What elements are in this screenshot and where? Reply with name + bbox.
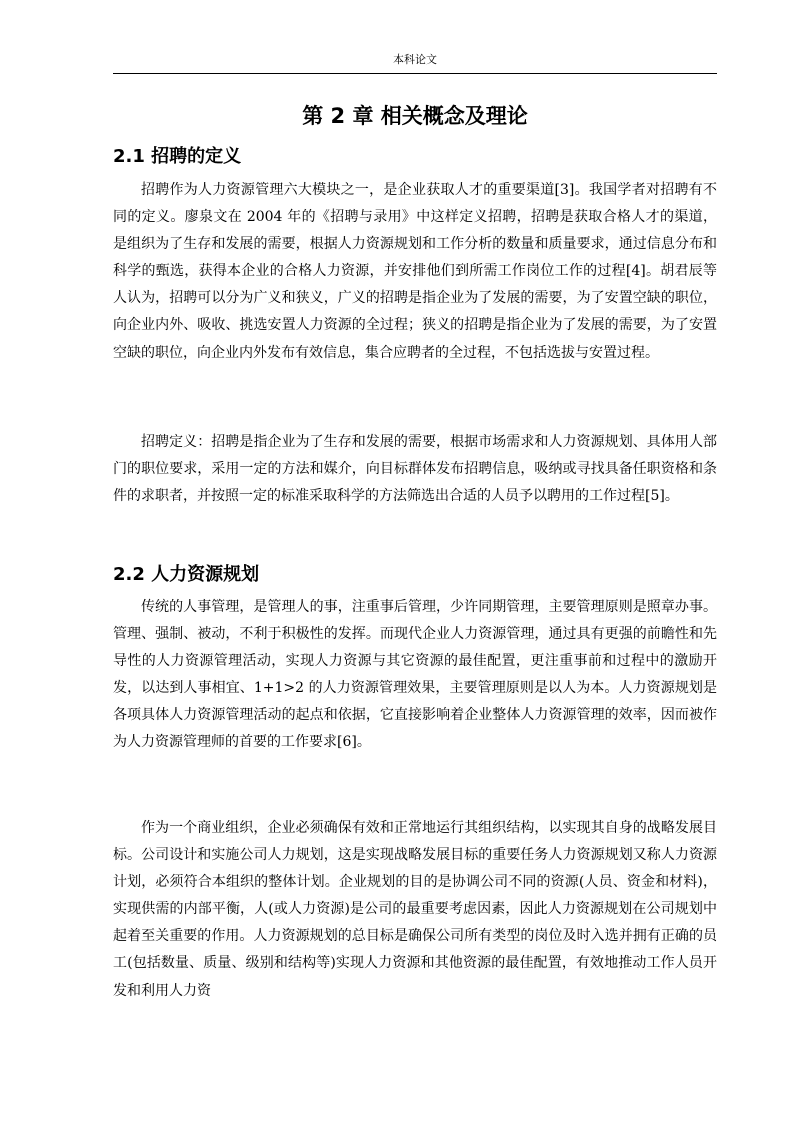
paragraph: 招聘作为人力资源管理六大模块之一，是企业获取人才的重要渠道[3]。我国学者对招聘有不同的定义。廖泉文在 2004 年的《招聘与录用》中这样定义招聘，招聘是获取合格人才的渠道，是组织为了生存和发展的需要，根据人力资源规划和工作分析的数量和质量要求，通过信息分布和科学的甄选，获得本企业的合格人力资源，并安排他们到所需工作岗位工作的过程[4]。胡君辰等人认为，招聘可以分为广义和狭义，广义的招聘是指企业为了发展的需要，为了安置空缺的职位，向企业内外、吸收、挑选安置人力资源的全过程；狭义的招聘是指企业为了发展的需要，为了安置空缺的职位，向企业内外发布有效信息，集合应聘者的全过程，不包括选拔与安置过程。 xyxy=(113,182,717,361)
paragraph: 招聘定义：招聘是指企业为了生存和发展的需要，根据市场需求和人力资源规划、具体用人部门的职位要求，采用一定的方法和媒介，向目标群体发布招聘信息，吸纳或寻找具备任职资格和条件的求职者，并按照一定的标准采取科学的方法筛选出合适的人员予以聘用的工作过程[5]。 xyxy=(113,434,717,505)
header-divider xyxy=(113,73,717,74)
paragraph: 作为一个商业组织，企业必须确保有效和正常地运行其组织结构，以实现其自身的战略发展目标。公司设计和实施公司人力规划，这是实现战略发展目标的重要任务人力资源规划又称人力资源计划，必须符合本组织的整体计划。企业规划的目的是协调公司不同的资源(人员、资金和材料)，实现供需的内部平衡，人(或人力资源)是公司的最重要考虑因素，因此人力资源规划在公司规划中起着至关重要的作用。人力资源规划的总目标是确保公司所有类型的岗位及时入选并拥有正确的员工(包括数量、质量、级别和结构等)实现人力资源和其他资源的最佳配置，有效地推动工作人员开发和利用人力资 xyxy=(113,820,717,999)
section-title-2-2: 2.2 人力资源规划 xyxy=(113,564,260,585)
section-title-2-1: 2.1 招聘的定义 xyxy=(113,146,242,167)
page-header: 本科论文 xyxy=(393,53,437,66)
paragraph: 传统的人事管理，是管理人的事，注重事后管理，少许同期管理，主要管理原则是照章办事。管理、强制、被动，不利于积极性的发挥。而现代企业人力资源管理，通过具有更强的前瞻性和先导性的人力资源管理活动，实现人力资源与其它资源的最佳配置，更注重事前和过程中的激励开发，以达到人事相宜、1+1>2 的人力资源管理效果，主要管理原则是以人为本。人力资源规划是各项具体人力资源管理活动的起点和依据，它直接影响着企业整体人力资源管理的效率，因而被作为人力资源管理师的首要的工作要求[6]。 xyxy=(113,599,717,751)
chapter-title: 第 2 章 相关概念及理论 xyxy=(302,104,528,128)
